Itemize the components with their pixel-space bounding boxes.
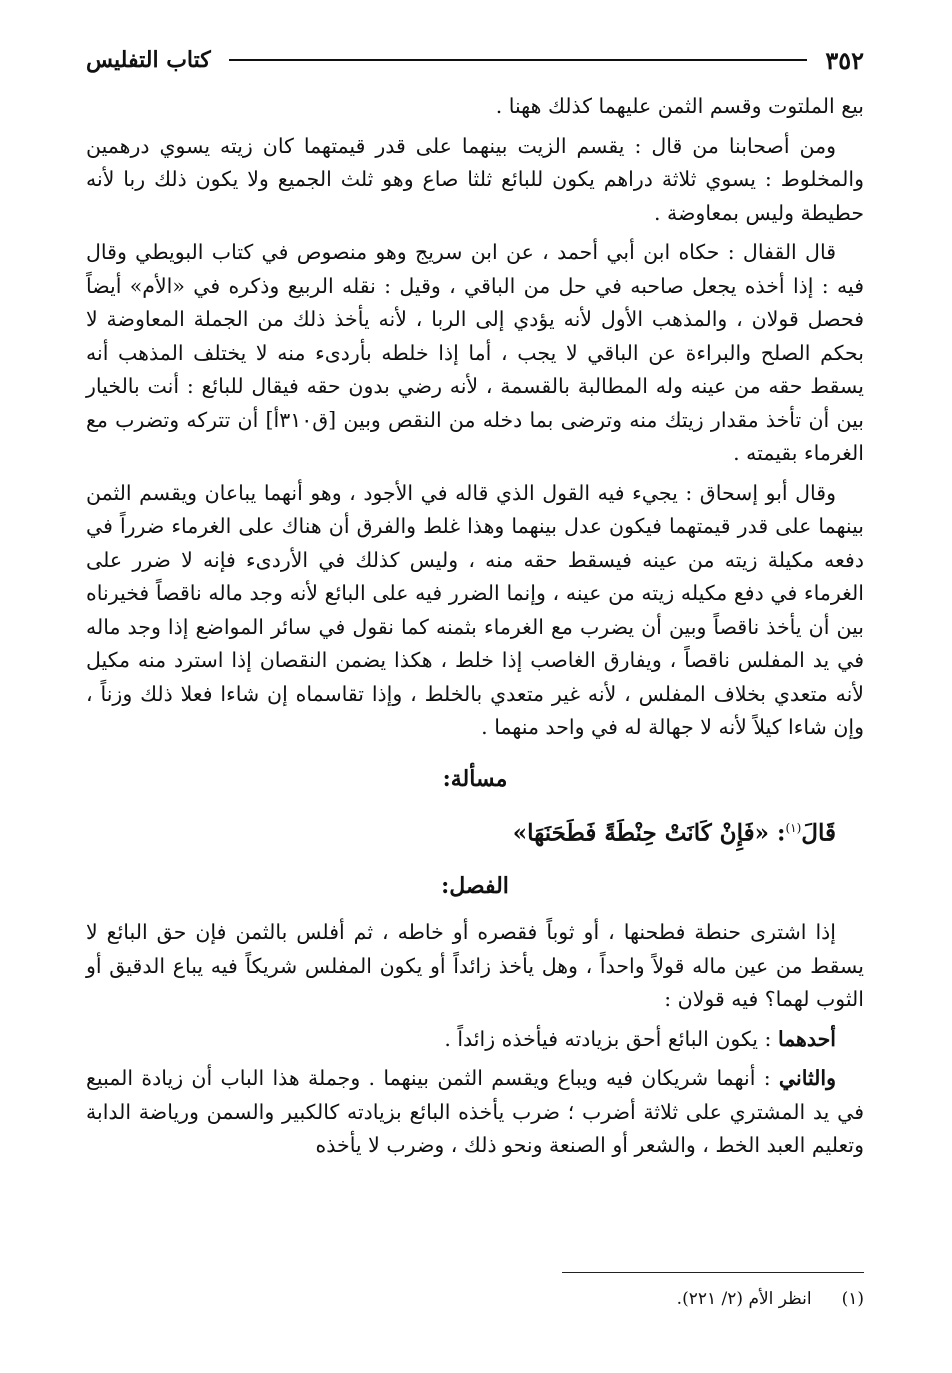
opinion-text: : يكون البائع أحق بزيادته فيأخذه زائداً . [444,1026,778,1051]
section-heading-fasl: الفصل: [441,873,509,900]
paragraph: إذا اشترى حنطة فطحنها ، أو ثوباً فقصره أو خاطه ، ثم أفلس بالثمن فإن حق البائع لا يسقط من عين ماله قولاً واحداً ، وهل يأخذ زائداً أو يكون المفلس شريكاً فيه يباع الدقيق أو الثوب لهما؟ فيه قولان : [86,920,864,1012]
footnote [86,1286,864,1312]
opinion-second [86,1062,864,1163]
section-heading-masala: مسألة: [442,765,508,792]
main-text [86,90,864,1169]
paragraph: وقال أبو إسحاق : يجيء فيه القول الذي قاله في الأجود ، وهو أنهما يباعان ويقسم الثمن بينهما على قدر قيمتهما فيكون عدل بينهما وهذا غلط والفرق أن هناك على الغرماء ضرراً في دفعه مكيلة زيته من عينه فيسقط حقه منه ، وليس كذلك في الأردىء فإنه لا ضرر على الغرماء في دفع مكيله زيته من عينه ، وإنما الضرر فيه على البائع لأنه وجد ماله ناقصاً فخيرناه بين أن يأخذ ناقصاً وبين أن يضرب مع الغرماء بثمنه كما نقول في سائر المواضع إذا وجد ماله في يد المفلس ناقصاً ، ويفارق الغاصب إذا خلط ، هكذا يضمن النقصان إذا استرد منه مكيل لأنه متعدي بخلاف المفلس ، لأنه غير متعدي بالخلط ، وإذا تقاسماه إن شاءا فعلا ذلك وزناً ، وإن شاءا كيلاً لأنه لا جهالة له في واحد منهما . [86,480,864,739]
paragraph: قال القفال : حكاه ابن أبي أحمد ، عن ابن سريج وهو منصوص في كتاب البويطي وقال فيه : إذا أخذه يجعل صاحبه في حل من الباقي ، وقيل : نقله الربيع وذكره في «الأم» أيضاً فحصل قولان ، والمذهب الأول لأنه يؤدي إلى الربا ، لأنه يأخذ ذلك من الجملة المعاوضة لا بحكم الصلح والبراءة عن الباقي لا يجب ، أما إذا خلطه بأردىء منه لا يختلف المذهب أنه يسقط حقه من عينه وله المطالبة بالقسمة ، لأنه رضي بدون حقه فيقال للبائع : أنت بالخيار بين أن تأخذ مقدار زيتك منه وترضى بما دخله من النقص وبين [ق٣١٠أ] أن تتركه وتضرب مع الغرماء بقيمته . [86,240,864,465]
opinion-first [86,1023,864,1057]
page-header [86,40,864,80]
quote-lead: قَالَ [801,819,836,847]
footnote-number: (١) [841,1289,864,1309]
paragraph: بيع الملتوت وقسم الثمن عليهما كذلك ههنا . [495,94,864,118]
footnote-divider [562,1272,864,1273]
opinion-label: والثاني [778,1066,836,1091]
paragraph: ومن أصحابنا من قال : يقسم الزيت بينهما على قدر قيمتهما كان زيته يسوي درهمين والمخلوط : يسوي ثلاثة دراهم يكون للبائع ثلثا صاع وهو ثلث الجميع ولا يكون ذلك ربا لأنه حطيطة وليس بمعاوضة . [86,133,864,225]
quote-body: : «فَإِنْ كَانَتْ حِنْطَةً فَطَحَنَهَا» [512,819,786,847]
page-number: ٣٥٢ [825,45,864,75]
footnote-text: انظر الأم (٢/ ٢٢١). [676,1289,812,1309]
footnote-ref: (١) [785,820,802,835]
header-rule [229,59,808,61]
quoted-text [86,809,864,853]
opinion-text: : أنهما شريكان فيه ويباع ويقسم الثمن بينهما . وجملة هذا الباب أن زيادة المبيع في يد المشتري على ثلاثة أضرب ؛ ضرب يأخذه البائع بزيادته كالكبير والسمن ورياضة الدابة وتعليم العبد الخط ، والشعر أو الصنعة ونحو ذلك ، وضرب لا يأخذه [86,1066,864,1158]
opinion-label: أحدهما [777,1026,836,1051]
book-title: كتاب التفليس [86,47,211,73]
